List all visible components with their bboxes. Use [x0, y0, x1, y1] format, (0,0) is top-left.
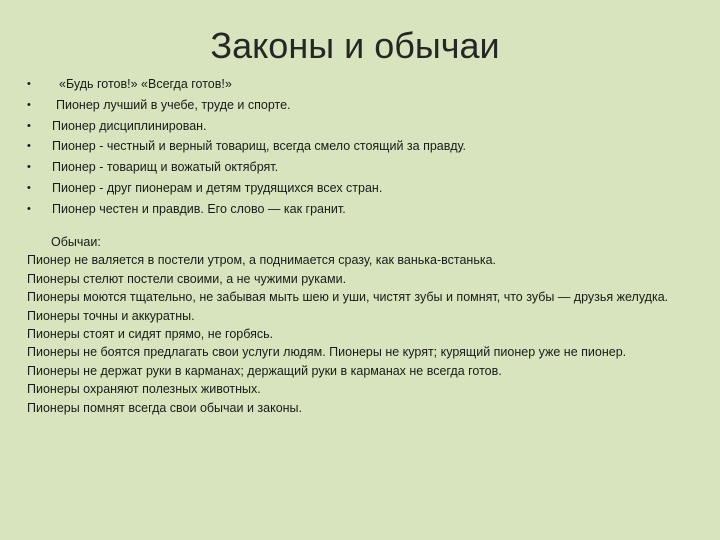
list-item — [27, 199, 707, 220]
law-text: Пионер лучший в учебе, труде и спорте. — [56, 97, 291, 112]
customs-heading: Обычаи: — [51, 235, 101, 249]
laws-list — [27, 74, 707, 220]
law-text: «Будь готов!» «Всегда готов!» — [59, 77, 232, 91]
custom-item: Пионеры стоят и сидят прямо, не горбясь. — [27, 327, 274, 342]
list-item — [27, 95, 707, 116]
customs-section — [27, 233, 707, 417]
law-text: Пионер дисциплинирован. — [52, 118, 207, 133]
custom-item: Пионеры не держат руки в карманах; держащий руки в карманах не всегда готов. — [27, 363, 502, 378]
bullet-icon: • — [27, 78, 31, 90]
custom-item: Пионеры точны и аккуратны. — [27, 308, 195, 323]
bullet-icon: • — [27, 98, 31, 111]
list-item — [27, 74, 707, 95]
custom-item: Пионер не валяется в постели утром, а поднимается сразу, как ванька-встанька. — [27, 253, 497, 268]
law-text: Пионер честен и правдив. Его слово — как гранит. — [52, 201, 346, 216]
custom-item: Пионеры стелют постели своими, а не чужими руками. — [27, 271, 347, 286]
law-text: Пионер - честный и верный товарищ, всегда смело стоящий за правду. — [52, 139, 467, 154]
custom-item: Пионеры не боятся предлагать свои услуги людям. Пионеры не курят; курящий пионер уже не пионер. — [27, 345, 627, 360]
list-item — [27, 157, 707, 178]
bullet-icon: • — [27, 181, 31, 194]
slide-title: Законы и обычаи — [210, 25, 500, 66]
list-item — [27, 178, 707, 199]
bullet-icon: • — [27, 161, 31, 174]
bullet-icon: • — [27, 119, 31, 132]
custom-item: Пионеры помнят всегда свои обычаи и законы. — [27, 400, 303, 415]
bullet-icon: • — [27, 140, 31, 153]
law-text: Пионер - друг пионерам и детям трудящихся всех стран. — [52, 180, 383, 195]
custom-item: Пионеры охраняют полезных животных. — [27, 382, 261, 397]
bullet-icon: • — [27, 202, 31, 215]
list-item — [27, 116, 707, 137]
custom-item: Пионеры моются тщательно, не забывая мыть шею и уши, чистят зубы и помнят, что зубы — друзья желудка. — [27, 290, 669, 305]
law-text: Пионер - товарищ и вожатый октябрят. — [52, 160, 279, 175]
list-item — [27, 136, 707, 157]
